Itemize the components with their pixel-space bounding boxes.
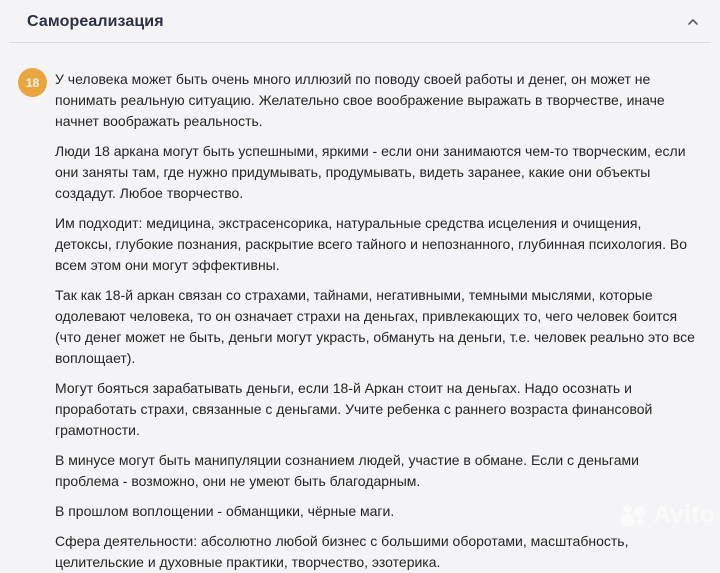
arcana-number-badge: 18 xyxy=(18,68,47,97)
collapse-button[interactable] xyxy=(682,13,704,31)
section-content xyxy=(0,43,720,573)
description-text xyxy=(55,69,698,573)
paragraph: Сфера деятельности: абсолютно любой бизнес с большими оборотами, масштабность, целительские и духовные практики, творчество, эзотерика. xyxy=(55,533,629,570)
avito-watermark-text: Avito xyxy=(653,501,715,528)
section-header[interactable] xyxy=(0,0,720,42)
chevron-up-icon xyxy=(686,15,700,29)
paragraph: Могут бояться зарабатывать деньги, если 18-й Аркан стоит на деньгах. Надо осознать и проработать страхи, связанные с деньгами. Учите ребенка с раннего возраста финансовой грамотности. xyxy=(55,380,653,438)
paragraph: Так как 18-й аркан связан со страхами, тайнами, негативными, темными мыслями, которые одолевают человека, то он означает страхи на деньгах, привлекающих то, чего человек боится (что денег может не быть, деньги могут украсть, обмануть на деньги, т.е. человек реально это все воплощает). xyxy=(55,287,695,366)
paragraph: Им подходит: медицина, экстрасенсорика, натуральные средства исцеления и очищения, детоксы, глубокие познания, раскрытие всего тайного и непознанного, глубинная психология. Во всем этом они могут эффективны. xyxy=(55,215,688,273)
paragraph: Люди 18 аркана могут быть успешными, яркими - если они занимаются чем-то творческим, если они заняты там, где нужно придумывать, продумывать, видеть заранее, какие они объекты создадут. Любое творчество. xyxy=(55,143,686,201)
section-title: Самореализация xyxy=(27,13,164,30)
paragraph: В прошлом воплощении - обманщики, чёрные маги. xyxy=(55,503,395,519)
paragraph: У человека может быть очень много иллюзий по поводу своей работы и денег, он может не понимать реальную ситуацию. Желательно свое воображение выражать в творчестве, иначе начнет воображать реальность. xyxy=(55,71,665,129)
paragraph: В минусе могут быть манипуляции сознанием людей, участие в обмане. Если с деньгами проблема - возможно, они не умеют быть благодарным. xyxy=(55,452,639,489)
